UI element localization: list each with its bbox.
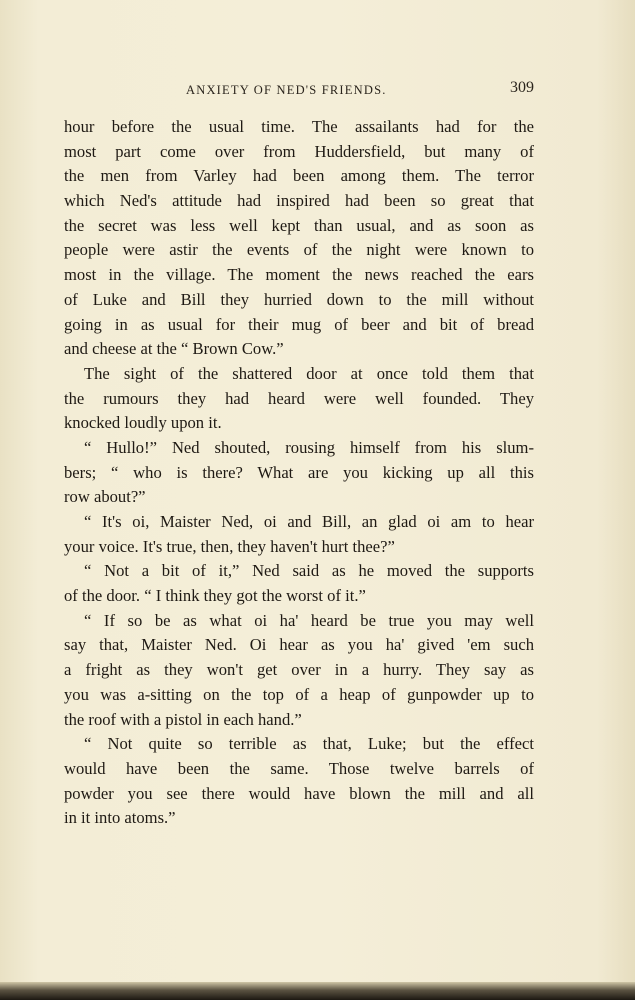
paragraph — [64, 362, 534, 436]
text-line: a fright as they won't get over in a hurry. They say as — [64, 660, 534, 680]
text-line: “ It's oi, Maister Ned, oi and Bill, an glad oi am to hear — [84, 512, 534, 531]
text-line: you was a-sitting on the top of a heap of gunpowder up to — [64, 684, 534, 704]
paragraph — [64, 609, 534, 732]
text-line: of Luke and Bill they hurried down to the mill without — [64, 289, 534, 309]
paragraph — [64, 115, 534, 362]
text-line: “ Not a bit of it,” Ned said as he moved the supports — [84, 561, 534, 581]
text-line: bers; “ who is there? What are you kicking up all this — [64, 462, 534, 482]
text-line: row about?” — [64, 487, 146, 507]
text-line: powder you see there would have blown the mill and all — [64, 783, 534, 803]
text-line: people were astir the events of the night were known to — [64, 240, 534, 260]
text-line: most in the village. The moment the news reached the ears — [64, 265, 534, 285]
text-line: hour before the usual time. The assailants had for the — [64, 117, 534, 136]
text-line: “ If so be as what oi ha' heard be true you may well — [84, 610, 534, 630]
text-line: of the door. “ I think they got the worst of it.” — [64, 586, 366, 606]
text-line: the rumours they had heard were well founded. They — [64, 388, 534, 408]
text-line: The sight of the shattered door at once told them that — [84, 363, 534, 383]
text-line: going in as usual for their mug of beer and bit of bread — [64, 314, 534, 334]
running-head — [66, 79, 534, 103]
text-line: “ Hullo!” Ned shouted, rousing himself from his slum- — [84, 437, 534, 457]
text-line: in it into atoms.” — [64, 808, 176, 828]
paragraph — [64, 436, 534, 510]
text-line: say that, Maister Ned. Oi hear as you ha' gived 'em such — [64, 635, 534, 655]
text-line: most part come over from Huddersfield, but many of — [64, 141, 534, 161]
text-line: the men from Varley had been among them. The terror — [64, 166, 534, 186]
page-bottom-edge — [0, 982, 635, 1000]
text-line: which Ned's attitude had inspired had been so great that — [64, 191, 534, 211]
paragraph — [64, 732, 534, 831]
text-line: the roof with a pistol in each hand.” — [64, 709, 302, 729]
text-line: the secret was less well kept than usual, and as soon as — [64, 215, 534, 235]
text-line: would have been the same. Those twelve barrels of — [64, 758, 534, 778]
paragraph — [64, 510, 534, 559]
paragraph — [64, 559, 534, 608]
text-line: your voice. It's true, then, they haven't hurt thee?” — [64, 536, 395, 556]
text-line: and cheese at the “ Brown Cow.” — [64, 339, 284, 359]
text-line: knocked loudly upon it. — [64, 413, 222, 433]
running-title: ANXIETY OF NED'S FRIENDS. — [186, 83, 387, 97]
text-line: “ Not quite so terrible as that, Luke; but the effect — [84, 734, 534, 754]
page-number: 309 — [510, 79, 534, 96]
body-text — [64, 115, 534, 831]
